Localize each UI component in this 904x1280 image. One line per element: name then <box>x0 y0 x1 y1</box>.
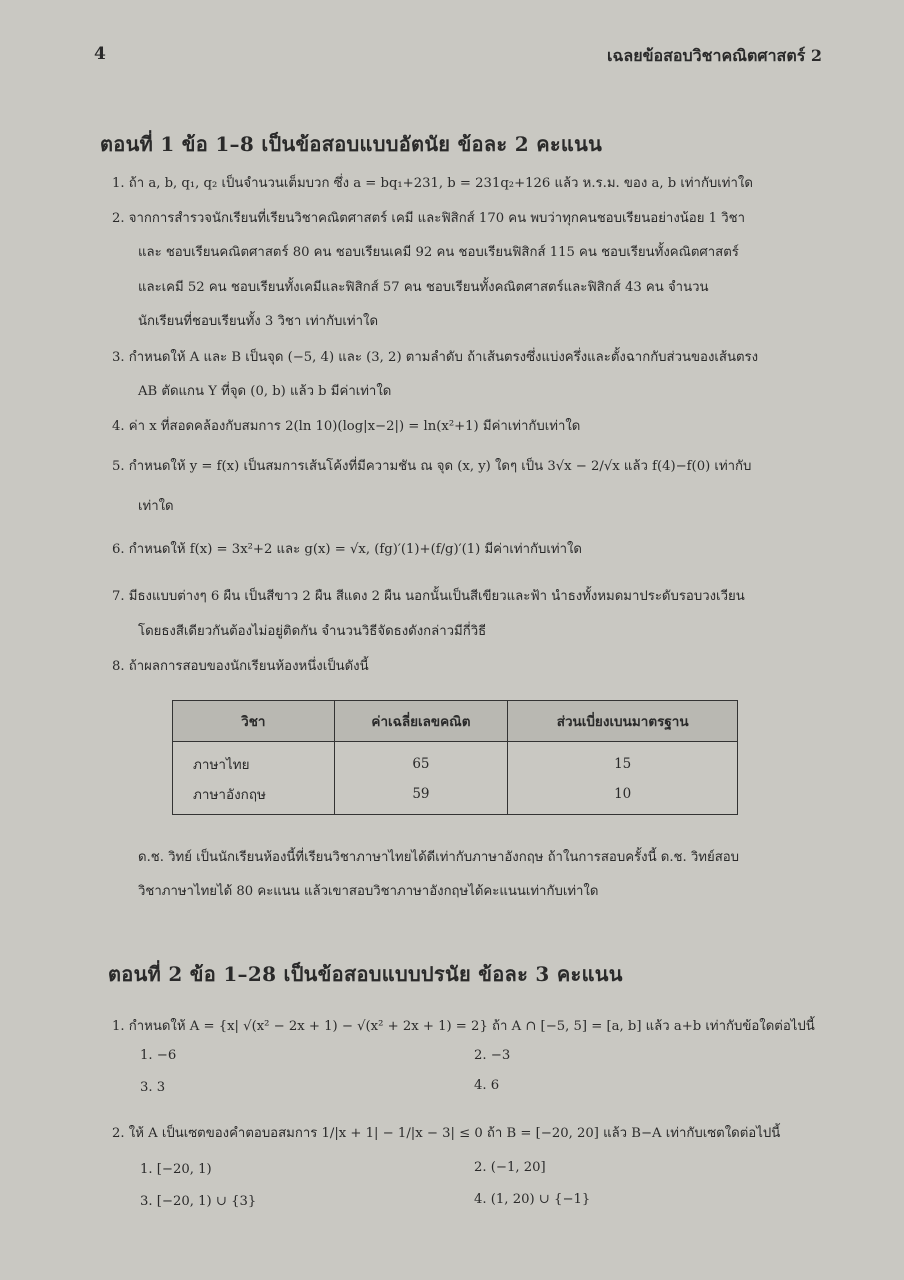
question-2-line3: และเคมี 52 คน ชอบเรียนทั้งเคมีและฟิสิกส์ 57 คน ชอบเรียนทั้งคณิตศาสตร์และฟิสิกส์ 43 คน จำนวน <box>138 280 709 295</box>
question-6: 6. กำหนดให้ f(x) = 3x²+2 และ g(x) = √x, (fg)′(1)+(f/g)′(1) มีค่าเท่ากับเท่าใด <box>112 542 582 557</box>
page-number: 4 <box>94 44 106 64</box>
table-row <box>173 742 738 780</box>
question-8-after-line2: วิชาภาษาไทยได้ 80 คะแนน แล้วเขาสอบวิชาภาษาอังกฤษได้คะแนนเท่ากับเท่าใด <box>138 884 599 899</box>
question-8-after-line1: ด.ช. วิทย์ เป็นนักเรียนห้องนี้ที่เรียนวิชาภาษาไทยได้ดีเท่ากับภาษาอังกฤษ ถ้าในการสอบครั้งนี้ ด.ช. วิทย์สอบ <box>138 850 740 865</box>
question-2-line4: นักเรียนที่ชอบเรียนทั้ง 3 วิชา เท่ากับเท่าใด <box>138 314 379 329</box>
question-1: 1. ถ้า a, b, q₁, q₂ เป็นจำนวนเต็มบวก ซึ่ง a = bq₁+231, b = 231q₂+126 แล้ว ห.ร.ม. ของ a, b เท่ากับเท่าใด <box>112 176 753 191</box>
part2-title: ตอนที่ 2 ข้อ 1–28 เป็นข้อสอบแบบปรนัย ข้อละ 3 คะแนน <box>108 962 623 986</box>
mc-q2-choice-4: 4. (1, 20) ∪ {−1} <box>474 1192 591 1207</box>
question-3-line1: 3. กำหนดให้ A และ B เป็นจุด (−5, 4) และ (3, 2) ตามลำดับ ถ้าเส้นตรงซึ่งแบ่งครึ่งและตั้งฉากกับส่วนของเส้นตรง <box>112 350 759 365</box>
table-header: ส่วนเบี่ยงเบนมาตรฐาน <box>508 701 738 742</box>
question-7-line1: 7. มีธงแบบต่างๆ 6 ผืน เป็นสีขาว 2 ผืน สีแดง 2 ผืน นอกนั้นเป็นสีเขียวและฟ้า นำธงทั้งหมดมาประดับรอบวงเวียน <box>112 589 745 604</box>
book-title: เฉลยข้อสอบวิชาคณิตศาสตร์ 2 <box>607 46 822 65</box>
question-5-line1: 5. กำหนดให้ y = f(x) เป็นสมการเส้นโค้งที่มีความชัน ณ จุด (x, y) ใดๆ เป็น 3√x − 2/√x แล้ว f(4)−f(0) เท่ากับ <box>112 459 752 474</box>
table-row <box>173 779 738 815</box>
table-cell: ภาษาอังกฤษ <box>173 779 335 815</box>
mc-q2-choice-2: 2. (−1, 20] <box>474 1160 546 1175</box>
part1-title: ตอนที่ 1 ข้อ 1–8 เป็นข้อสอบแบบอัตนัย ข้อละ 2 คะแนน <box>100 132 603 156</box>
mc-q1-choice-1: 1. −6 <box>140 1048 177 1063</box>
table-header-row <box>173 701 738 742</box>
table-cell: 65 <box>334 742 508 780</box>
question-5-line2: เท่าใด <box>138 499 174 514</box>
table-cell: 59 <box>334 779 508 815</box>
question-8: 8. ถ้าผลการสอบของนักเรียนห้องหนึ่งเป็นดังนี้ <box>112 659 369 674</box>
table-header: วิชา <box>173 701 335 742</box>
table-header: ค่าเฉลี่ยเลขคณิต <box>334 701 508 742</box>
mc-q1-choice-3: 3. 3 <box>140 1080 166 1095</box>
table-cell: 15 <box>508 742 738 780</box>
question-3-line2: AB ตัดแกน Y ที่จุด (0, b) แล้ว b มีค่าเท่าใด <box>138 384 392 399</box>
mc-question-2: 2. ให้ A เป็นเซตของคำตอบอสมการ 1/|x + 1| − 1/|x − 3| ≤ 0 ถ้า B = [−20, 20] แล้ว B−A เท่ากับเซตใดต่อไปนี้ <box>112 1126 781 1141</box>
question-4: 4. ค่า x ที่สอดคล้องกับสมการ 2(ln 10)(log|x−2|) = ln(x²+1) มีค่าเท่ากับเท่าใด <box>112 419 581 434</box>
question-2-line2: และ ชอบเรียนคณิตศาสตร์ 80 คน ชอบเรียนเคมี 92 คน ชอบเรียนฟิสิกส์ 115 คน ชอบเรียนทั้งคณิตศาสตร์ <box>138 245 739 260</box>
question-7-line2: โดยธงสีเดียวกันต้องไม่อยู่ติดกัน จำนวนวิธีจัดธงดังกล่าวมีกี่วิธี <box>138 624 487 639</box>
question-2-line1: 2. จากการสำรวจนักเรียนที่เรียนวิชาคณิตศาสตร์ เคมี และฟิสิกส์ 170 คน พบว่าทุกคนชอบเรียนอย่างน้อย 1 วิชา <box>112 211 745 226</box>
mc-q2-choice-1: 1. [−20, 1) <box>140 1162 212 1177</box>
mc-q1-choice-4: 4. 6 <box>474 1078 500 1093</box>
mc-q2-choice-3: 3. [−20, 1) ∪ {3} <box>140 1194 257 1209</box>
score-table <box>172 700 738 815</box>
table-cell: 10 <box>508 779 738 815</box>
mc-q1-choice-2: 2. −3 <box>474 1048 511 1063</box>
mc-question-1: 1. กำหนดให้ A = {x| √(x² − 2x + 1) − √(x² + 2x + 1) = 2} ถ้า A ∩ [−5, 5] = [a, b] แล้ว a+b เท่ากับข้อใดต่อไปนี้ <box>112 1019 815 1034</box>
table-cell: ภาษาไทย <box>173 742 335 780</box>
